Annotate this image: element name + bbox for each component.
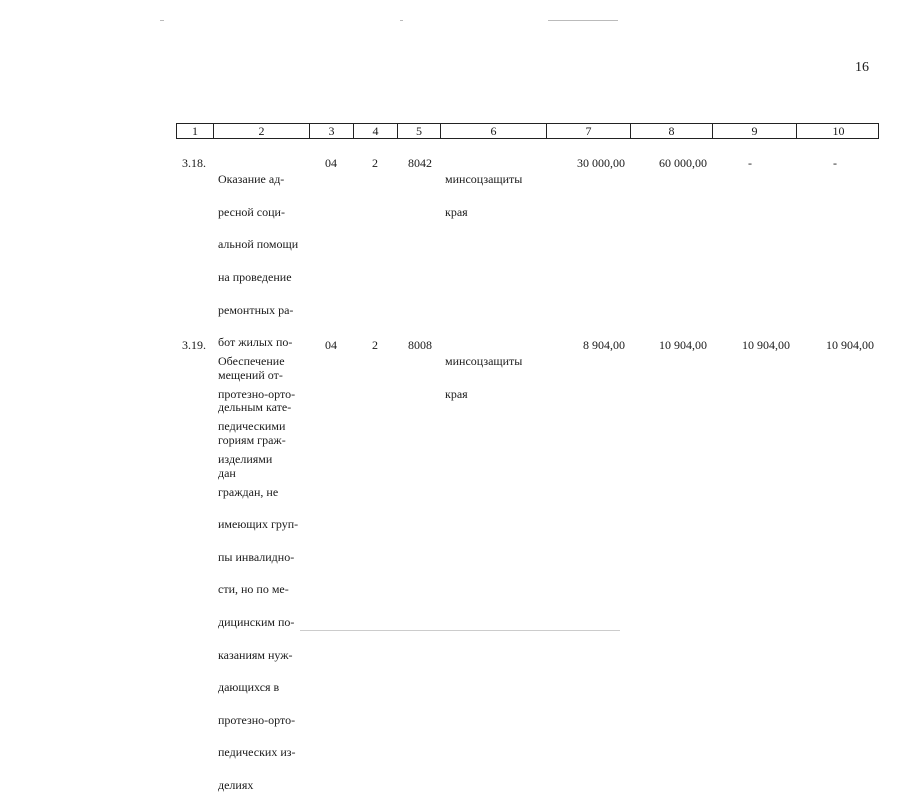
description-line: дельным кате- (218, 400, 292, 415)
column-header: 6 (441, 124, 547, 138)
executor-line: края (445, 204, 468, 219)
amount-col9: - (748, 156, 752, 170)
description-line: Оказание ад- (218, 172, 285, 187)
scan-artifact (160, 20, 164, 21)
amount-col8: 60 000,00 (659, 156, 707, 170)
code-target: 8008 (408, 338, 432, 352)
column-header: 5 (398, 124, 441, 138)
executor-line: минсоцзащиты (445, 172, 523, 187)
description-line: протезно-орто- (218, 386, 296, 401)
description-line: ресной соци- (218, 204, 285, 219)
description-line: дан (218, 465, 236, 480)
amount-col9: 10 904,00 (742, 338, 790, 352)
amount-col10: - (833, 156, 837, 170)
executor (445, 337, 545, 418)
description-line: дающихся в (218, 680, 280, 695)
description-line: педических из- (218, 745, 296, 760)
code-section: 04 (325, 156, 337, 170)
column-header: 8 (631, 124, 713, 138)
amount-col7: 30 000,00 (577, 156, 625, 170)
description-line: на проведение (218, 270, 292, 285)
description-line: пы инвалидно- (218, 549, 295, 564)
column-header: 9 (713, 124, 797, 138)
scan-artifact (300, 630, 620, 631)
description-line: граждан, не (218, 484, 279, 499)
column-header: 4 (354, 124, 398, 138)
description-line: педическими (218, 419, 286, 434)
amount-col7: 8 904,00 (583, 338, 625, 352)
description-line: Обеспечение (218, 354, 285, 369)
description-line: изделиями (218, 452, 273, 467)
column-header: 3 (310, 124, 354, 138)
description-line: казаниям нуж- (218, 647, 293, 662)
description-line: дицинским по- (218, 615, 295, 630)
description-line: альной помощи (218, 237, 299, 252)
scan-artifact (548, 20, 618, 21)
description-line: сти, но по ме- (218, 582, 289, 597)
row-description (218, 337, 304, 810)
description-line: мещений от- (218, 367, 283, 382)
code-target: 8042 (408, 156, 432, 170)
column-header: 7 (547, 124, 631, 138)
column-header: 10 (832, 124, 845, 138)
page-number: 16 (855, 60, 869, 75)
column-header: 2 (214, 124, 310, 138)
executor (445, 155, 545, 236)
code-subsection: 2 (372, 156, 378, 170)
column-header-row (176, 123, 879, 139)
row-number: 3.18. (182, 156, 206, 170)
executor-line: края (445, 386, 468, 401)
row-number: 3.19. (182, 338, 206, 352)
amount-col8: 10 904,00 (659, 338, 707, 352)
code-section: 04 (325, 338, 337, 352)
description-line: протезно-орто- (218, 712, 296, 727)
description-line: имеющих груп- (218, 517, 299, 532)
scan-artifact (400, 20, 403, 21)
description-line: гориям граж- (218, 433, 286, 448)
code-subsection: 2 (372, 338, 378, 352)
description-line: делиях (218, 778, 254, 793)
description-line: ремонтных ра- (218, 302, 294, 317)
amount-col10: 10 904,00 (826, 338, 874, 352)
column-header: 1 (177, 124, 214, 138)
description-line: бот жилых по- (218, 335, 293, 350)
executor-line: минсоцзащиты (445, 354, 523, 369)
